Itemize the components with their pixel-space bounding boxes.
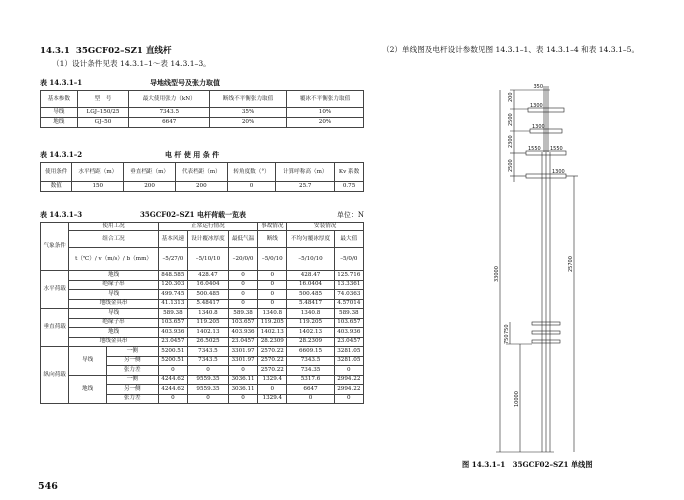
table-cell: 5200.51 (158, 356, 187, 366)
dim-arm2: 1300 (532, 124, 545, 130)
section-heading (40, 44, 172, 56)
table-cell: 导线 (41, 108, 78, 118)
table-cell: 35% (210, 108, 287, 118)
table-cell: 0 (227, 182, 276, 192)
table-cell: 9559.35 (188, 375, 229, 385)
table-header-cell: 基本风速 (158, 231, 187, 248)
table-cell: 3301.97 (228, 356, 257, 366)
table-cell: 0 (158, 366, 187, 376)
table-cell: 403.936 (334, 328, 363, 338)
table-cell: 26.5025 (188, 337, 229, 347)
table-cell: 一侧 (106, 375, 158, 385)
table-cell: 150 (72, 182, 124, 192)
dim-arm5: 1300 (552, 169, 565, 175)
table-header-cell: 正常运行情况 (158, 223, 257, 231)
table-cell: 120.303 (158, 280, 187, 290)
table-cell: 734.35 (287, 366, 334, 376)
table-cell: 0 (228, 290, 257, 300)
dim-2500a: 2500 (508, 113, 514, 126)
table-cell: 403.936 (228, 328, 257, 338)
table-row (41, 271, 364, 281)
table-row (41, 328, 364, 338)
table-cell: 0 (258, 290, 287, 300)
table-cell: 0 (228, 394, 257, 404)
table-cell: 125.716 (334, 271, 363, 281)
dim-350: 350 (533, 84, 543, 90)
table-cell: 403.936 (158, 328, 187, 338)
table-cell: 2994.22 (334, 375, 363, 385)
table-header-cell: 最大使用张力（kN） (129, 91, 210, 108)
table-cell: 500.485 (188, 290, 229, 300)
table-header-cell: 安装情况 (287, 223, 364, 231)
table-cell: 13.3361 (334, 280, 363, 290)
table1 (40, 90, 364, 128)
table-header-row (41, 231, 364, 248)
table-header-cell: 使用条件 (41, 163, 72, 182)
table1-caption-num: 表 14.3.1–1 (40, 78, 83, 87)
table3-caption-title: 35GCF02–SZ1 电杆荷载一览表 (140, 210, 246, 219)
table-cell: 119.205 (287, 318, 334, 328)
page-number: 546 (38, 481, 58, 492)
table-cell: 0 (158, 394, 187, 404)
table-header-cell: 计算呼称高（m） (276, 163, 335, 182)
table3 (40, 222, 364, 404)
table-row (41, 108, 364, 118)
table-header-cell: 最低气温 (228, 231, 257, 248)
right-intro: （2）单线图及电杆设计参数见图 14.3.1–1、表 14.3.1–4 和表 14.3.1–5。 (382, 45, 640, 54)
table-cell: 2570.22 (258, 356, 287, 366)
table-cell: 10% (287, 108, 364, 118)
table-cell: 4.57014 (334, 299, 363, 309)
table-cell: 7343.5 (287, 356, 334, 366)
table-cell: 428.47 (188, 271, 229, 281)
table-cell: 0 (334, 394, 363, 404)
table-cell: 数值 (41, 182, 72, 192)
table-header-cell: 基本参数 (41, 91, 78, 108)
table-row (41, 318, 364, 328)
group-label: 水平荷载 (41, 271, 69, 309)
table-cell: 绝缘子串 (69, 280, 158, 290)
table-cell: 9559.35 (188, 385, 229, 395)
table-cell: 103.657 (228, 318, 257, 328)
table-header-cell: t（℃）/ v（m/s）/ b（mm） (69, 248, 158, 271)
table-cell: 导线 (69, 309, 158, 319)
table-row (41, 337, 364, 347)
table-row (41, 347, 364, 357)
table-cell: 2994.22 (334, 385, 363, 395)
section-number: 14.3.1 (40, 46, 70, 56)
table-cell: 3301.97 (228, 347, 257, 357)
dim-2500b: 2500 (508, 159, 514, 172)
table-cell: 28.2309 (258, 337, 287, 347)
group-label: 纵向荷载 (41, 347, 69, 404)
table1-caption (40, 78, 364, 88)
table-cell: 0 (228, 271, 257, 281)
table-cell: 地线金具串 (69, 337, 158, 347)
table-cell: 589.38 (334, 309, 363, 319)
table-cell: 103.657 (334, 318, 363, 328)
table-cell: 另一侧 (106, 356, 158, 366)
table-header-cell: 使用工况 (69, 223, 158, 231)
table-header-cell: –5/27/0 (158, 248, 187, 271)
table-cell: 张力差 (106, 366, 158, 376)
table-cell: 3036.11 (228, 385, 257, 395)
dim-750: 750 (504, 324, 510, 334)
table-cell: 导线 (69, 290, 158, 300)
section-title: 35GCF02–SZ1 直线杆 (75, 46, 172, 56)
table3-caption-num: 表 14.3.1–3 (40, 210, 83, 219)
table-cell: 1340.8 (258, 309, 287, 319)
table-header-cell: 型 号 (77, 91, 129, 108)
table-cell: 1402.13 (188, 328, 229, 338)
table-cell: 地线 (69, 271, 158, 281)
dim-2300: 2300 (508, 135, 514, 148)
dim-10000: 10000 (514, 391, 520, 407)
table-cell: 7343.5 (188, 347, 229, 357)
table-header-cell: 气象条件 (41, 223, 69, 271)
table2-caption-num: 表 14.3.1–2 (40, 150, 83, 159)
table-cell: 0 (258, 385, 287, 395)
table-cell: 4244.62 (158, 375, 187, 385)
table-cell: 另一侧 (106, 385, 158, 395)
table-header-cell: 断线 (258, 231, 287, 248)
table-cell: 7343.5 (129, 108, 210, 118)
table-row (41, 309, 364, 319)
subgroup-label: 导线 (69, 347, 106, 376)
table-header-cell: 断线不平衡张力取值 (210, 91, 287, 108)
table-cell: 74.0363 (334, 290, 363, 300)
table-cell: 16.0404 (287, 280, 334, 290)
table-row (41, 182, 364, 192)
table-cell: 1402.13 (258, 328, 287, 338)
table-cell: 1340.8 (287, 309, 334, 319)
table-cell: 589.38 (228, 309, 257, 319)
table-cell: 地线金具串 (69, 299, 158, 309)
table-cell: 6609.15 (287, 347, 334, 357)
table-cell: 5200.51 (158, 347, 187, 357)
table-cell: 500.485 (287, 290, 334, 300)
table-cell: 20% (210, 118, 287, 128)
table-cell: 绝缘子串 (69, 318, 158, 328)
table-cell: 0 (188, 366, 229, 376)
table3-caption (40, 210, 364, 220)
table-cell: 499.745 (158, 290, 187, 300)
figure-caption: 图 14.3.1–1 35GCF02–SZ1 单线图 (462, 460, 593, 469)
table-cell: 0 (228, 366, 257, 376)
table-cell: 3036.11 (228, 375, 257, 385)
table3-unit: 单位：N (336, 211, 364, 219)
table-cell: 张力差 (106, 394, 158, 404)
table2 (40, 162, 364, 192)
table-cell: 25.7 (276, 182, 335, 192)
table-header-cell: 水平档距（m） (72, 163, 124, 182)
left-intro: （1）设计条件见表 14.3.1–1～表 14.3.1–3。 (52, 59, 211, 68)
table2-caption (40, 150, 364, 160)
table-cell: 0.75 (335, 182, 364, 192)
table-cell: 5317.6 (287, 375, 334, 385)
table-cell: 0 (258, 280, 287, 290)
table-header-row (41, 248, 364, 271)
table-row (41, 299, 364, 309)
dim-33000: 33000 (494, 266, 500, 282)
table-cell: 0 (228, 299, 257, 309)
dim-750b: 750 (504, 334, 510, 344)
table1-caption-title: 导地线型号及张力取值 (150, 78, 220, 87)
table-cell: 1329.4 (258, 375, 287, 385)
table-header-cell: –5/0/0 (334, 248, 363, 271)
table-cell: 119.205 (188, 318, 229, 328)
table-row (41, 290, 364, 300)
table-cell: 一侧 (106, 347, 158, 357)
group-label: 垂直荷载 (41, 309, 69, 347)
table-header-cell: 转角度数（°） (227, 163, 276, 182)
table-header-row (41, 163, 364, 182)
table-cell: 20% (287, 118, 364, 128)
table-cell: 1340.8 (188, 309, 229, 319)
table-cell: 200 (124, 182, 176, 192)
table-cell: 6647 (287, 385, 334, 395)
table-cell: 103.657 (158, 318, 187, 328)
table-header-cell: 代表档距（m） (175, 163, 227, 182)
table-cell: 0 (287, 394, 334, 404)
table-header-row (41, 91, 364, 108)
pole-line-diagram (470, 82, 640, 457)
table-cell: 589.38 (158, 309, 187, 319)
table-cell: 4244.62 (158, 385, 187, 395)
table-cell: 5.48417 (188, 299, 229, 309)
table-row (41, 375, 364, 385)
table-cell: 1329.4 (258, 394, 287, 404)
table-header-cell: 事故情况 (258, 223, 287, 231)
table-cell: 23.0457 (158, 337, 187, 347)
table-cell: 0 (228, 280, 257, 290)
table-header-cell: –20/0/0 (228, 248, 257, 271)
table-cell: 428.47 (287, 271, 334, 281)
table2-caption-title: 电 杆 使 用 条 件 (165, 150, 220, 159)
table-header-cell: 覆冰不平衡张力取值 (287, 91, 364, 108)
table-cell: 16.0404 (188, 280, 229, 290)
table-header-cell: 最大值 (334, 231, 363, 248)
table-header-cell: –5/0/10 (258, 248, 287, 271)
table-cell: 3281.05 (334, 347, 363, 357)
dim-25700: 25700 (568, 256, 574, 272)
table-cell: 119.205 (258, 318, 287, 328)
table-cell: 2570.22 (258, 366, 287, 376)
table-header-cell: –5/10/10 (188, 248, 229, 271)
table-cell: 0 (334, 366, 363, 376)
table-cell: 1402.13 (287, 328, 334, 338)
table-cell: LGJ–150/25 (77, 108, 129, 118)
table-cell: 0 (258, 299, 287, 309)
table-header-cell: 设计覆冰厚度 (188, 231, 229, 248)
table-header-cell: Kv 系数 (335, 163, 364, 182)
table-cell: 地线 (41, 118, 78, 128)
dim-200: 200 (508, 92, 514, 102)
table-row (41, 118, 364, 128)
table-header-cell: 组合工况 (69, 231, 158, 248)
table-cell: GJ–50 (77, 118, 129, 128)
table-header-cell: –5/10/10 (287, 248, 334, 271)
table-cell: 5.48417 (287, 299, 334, 309)
table-cell: 23.0457 (334, 337, 363, 347)
table-cell: 848.585 (158, 271, 187, 281)
table-cell: 28.2309 (287, 337, 334, 347)
dim-arm1: 1300 (530, 103, 543, 109)
dim-arm4: 1550 (550, 146, 563, 152)
table-cell: 地线 (69, 328, 158, 338)
subgroup-label: 地线 (69, 375, 106, 404)
table-header-cell: 不均匀覆冰厚度 (287, 231, 334, 248)
table-row (41, 280, 364, 290)
table-header-row (41, 223, 364, 231)
table-cell: 41.1313 (158, 299, 187, 309)
table-cell: 23.0457 (228, 337, 257, 347)
table-cell: 6647 (129, 118, 210, 128)
table-cell: 7343.5 (188, 356, 229, 366)
dim-arm3: 1550 (528, 146, 541, 152)
table-cell: 3281.05 (334, 356, 363, 366)
table-cell: 2570.22 (258, 347, 287, 357)
table-cell: 0 (258, 271, 287, 281)
table-cell: 0 (188, 394, 229, 404)
table-header-cell: 垂直档距（m） (124, 163, 176, 182)
table-cell: 200 (175, 182, 227, 192)
